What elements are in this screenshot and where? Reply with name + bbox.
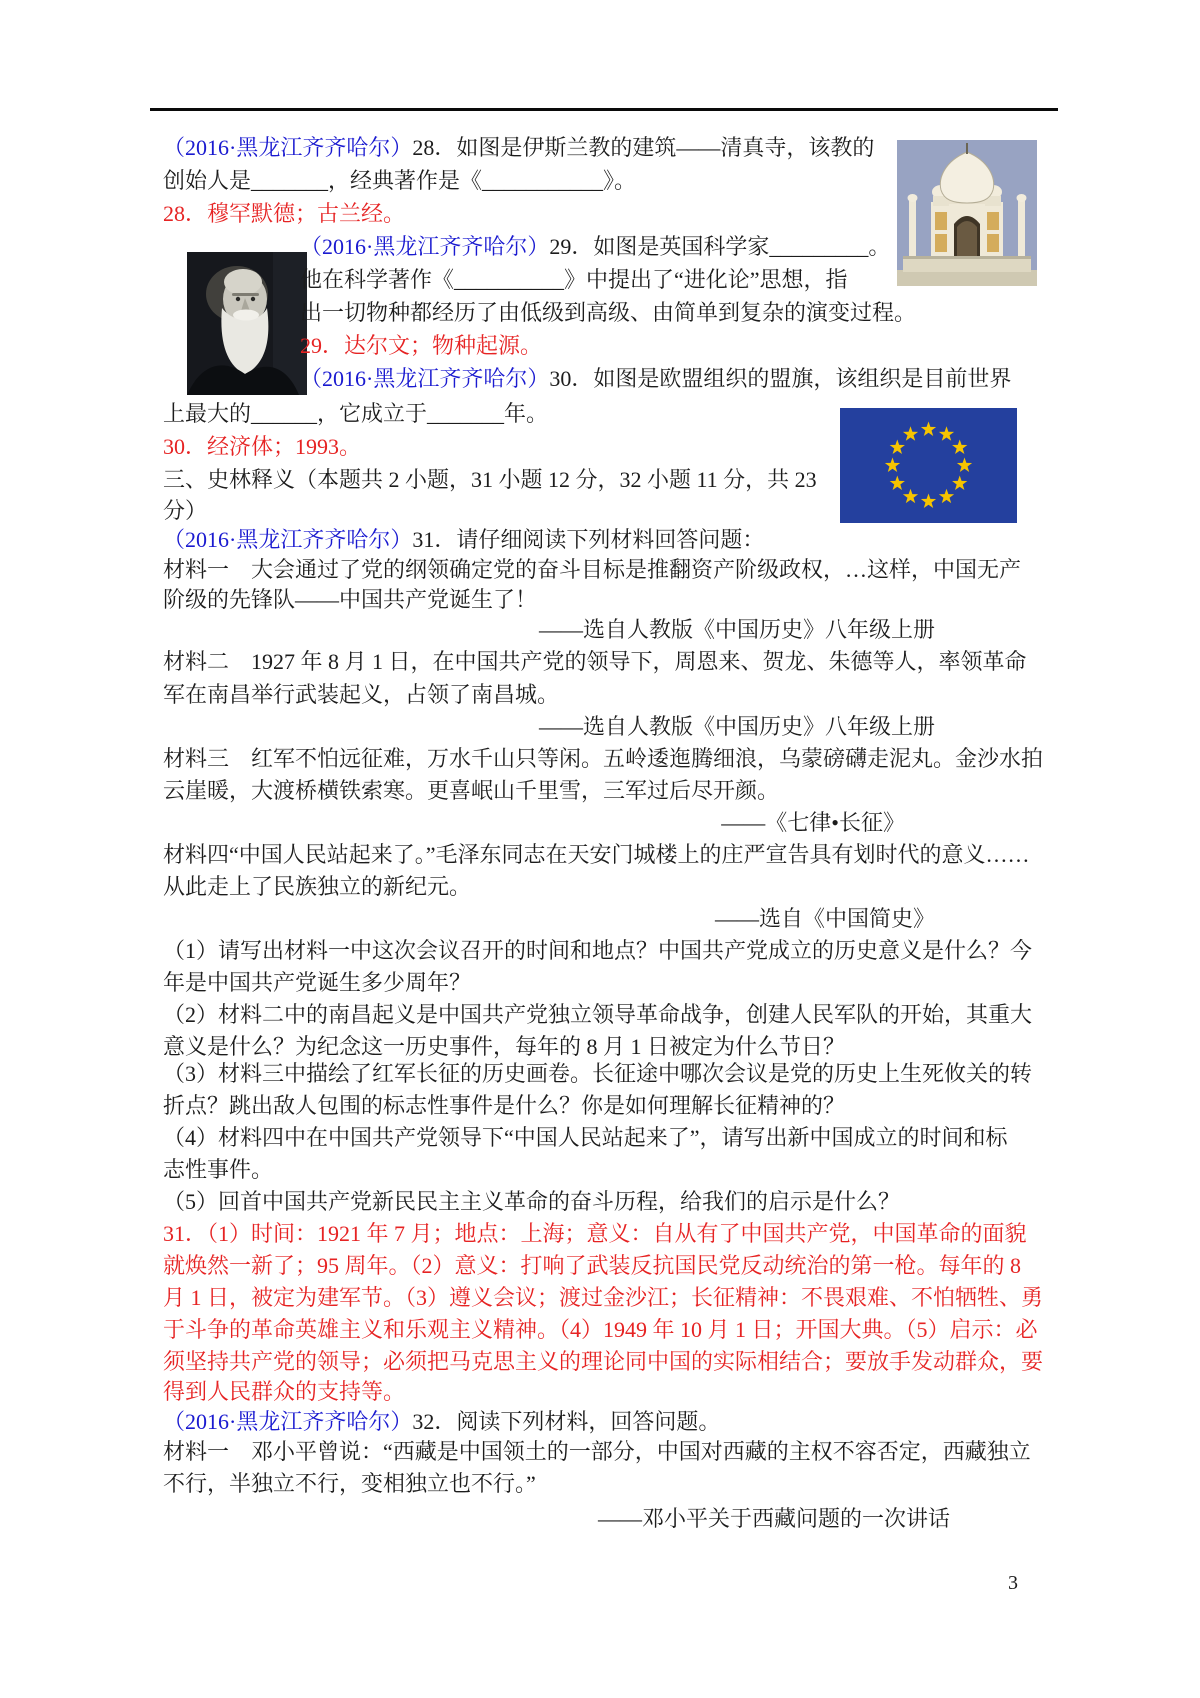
- q31-material2-line-1: 材料二 1927 年 8 月 1 日，在中国共产党的领导下，周恩来、贺龙、朱德等人，率领革命: [163, 649, 1027, 674]
- q31-sub4-line-2: 志性事件。: [163, 1157, 274, 1182]
- q28-line-1: [163, 134, 874, 161]
- q31-answer-line-5: 须坚持共产党的领导；必须把马克思主义的理论同中国的实际相结合；要放手发动群众，要: [163, 1349, 1044, 1374]
- eu-flag: [840, 408, 1017, 523]
- q31-material1-line-2: 阶级的先锋队——中国共产党诞生了！: [163, 587, 538, 612]
- q31-material1-source: ——选自人教版《中国历史》八年级上册: [538, 617, 935, 642]
- q30-answer: 30．经济体；1993。: [163, 434, 362, 459]
- q31-answer-line-6: 得到人民群众的支持等。: [163, 1379, 406, 1404]
- mosque-photo: [897, 140, 1037, 286]
- darwin-image-svg: [187, 252, 307, 395]
- q31-answer-line-2: 就焕然一新了；95 周年。（2）意义：打响了武装反抗国民党反动统治的第一枪。每年的 8: [163, 1253, 1022, 1278]
- q31-sub4-line-1: （4）材料四中在中国共产党领导下“中国人民站起来了”，请写出新中国成立的时间和标: [163, 1125, 1008, 1150]
- q31-material3-line-1: 材料三 红军不怕远征难，万水千山只等闲。五岭逶迤腾细浪，乌蒙磅礴走泥丸。金沙水拍: [163, 746, 1044, 771]
- q30-text-1: 30．如图是欧盟组织的盟旗，该组织是目前世界: [549, 366, 1012, 391]
- q31-sub1-line-1: （1）请写出材料一中这次会议召开的时间和地点？中国共产党成立的历史意义是什么？今: [163, 938, 1033, 963]
- q31-intro-text: 31．请仔细阅读下列材料回答问题：: [412, 527, 765, 552]
- q31-intro: [163, 526, 764, 553]
- q31-answer-line-3: 月 1 日，被定为建军节。（3）遵义会议；渡过金沙江；长征精神：不畏艰难、不怕牺牲、勇: [163, 1285, 1044, 1310]
- q31-answer-line-1: 31．（1）时间：1921 年 7 月；地点：上海；意义：自从有了中国共产党，中国革命的面貌: [163, 1221, 1027, 1246]
- q31-sub2-line-1: （2）材料二中的南昌起义是中国共产党独立领导革命战争，创建人民军队的开始，其重大: [163, 1002, 1033, 1027]
- section-heading-line-2: 分）: [163, 498, 208, 523]
- page-number: 3: [1008, 1572, 1018, 1594]
- q28-answer: 28．穆罕默德；古兰经。: [163, 201, 406, 226]
- header-rule: [150, 108, 1058, 111]
- darwin-portrait: [187, 252, 307, 395]
- q31-sub3-line-1: （3）材料三中描绘了红军长征的历史画卷。长征途中哪次会议是党的历史上生死攸关的转: [163, 1061, 1033, 1086]
- q31-material4-line-2: 从此走上了民族独立的新纪元。: [163, 874, 472, 899]
- q30-source-tag: （2016·黑龙江齐齐哈尔）: [300, 366, 550, 391]
- q31-material3-source: ——《七律•长征》: [721, 810, 905, 835]
- q29-source-tag: （2016·黑龙江齐齐哈尔）: [300, 234, 550, 259]
- q29-line-1: [300, 233, 890, 260]
- q31-material2-source: ——选自人教版《中国历史》八年级上册: [538, 714, 935, 739]
- q30-line-1: [300, 365, 1011, 392]
- q31-sub2-line-2: 意义是什么？为纪念这一历史事件，每年的 8 月 1 日被定为什么节日？: [163, 1034, 846, 1059]
- q28-text-2: 创始人是_______，经典著作是《___________》。: [163, 168, 637, 193]
- q29-line-3: 出一切物种都经历了由低级到高级、由简单到复杂的演变过程。: [300, 300, 917, 325]
- q31-sub5: （5）回首中国共产党新民民主主义革命的奋斗历程，给我们的启示是什么？: [163, 1189, 901, 1214]
- q30-line-2: 上最大的______，它成立于_______年。: [163, 401, 549, 426]
- q32-material1-source: ——邓小平关于西藏问题的一次讲话: [597, 1506, 950, 1531]
- q28-text-1: 28．如图是伊斯兰教的建筑——清真寺，该教的: [412, 135, 875, 160]
- q31-material4-source: ——选自《中国简史》: [714, 906, 935, 931]
- q31-answer-line-4: 于斗争的革命英雄主义和乐观主义精神。（4）1949 年 10 月 1 日；开国大典。（5）启示：必: [163, 1317, 1038, 1342]
- section-heading-line-1: 三、史林释义（本题共 2 小题，31 小题 12 分，32 小题 11 分，共 23: [163, 467, 817, 492]
- q32-intro: [163, 1408, 720, 1435]
- q29-text-1: 29．如图是英国科学家_________。: [549, 234, 891, 259]
- q29-answer: 29．达尔文；物种起源。: [300, 333, 543, 358]
- q32-material1-line-1: 材料一 邓小平曾说：“西藏是中国领土的一部分，中国对西藏的主权不容否定，西藏独立: [163, 1439, 1031, 1464]
- q31-material2-line-2: 军在南昌举行武装起义，占领了南昌城。: [163, 682, 560, 707]
- q31-material1-line-1: 材料一 大会通过了党的纲领确定党的奋斗目标是推翻资产阶级政权，…这样，中国无产: [163, 557, 1022, 582]
- q31-material4-line-1: 材料四“中国人民站起来了。”毛泽东同志在天安门城楼上的庄严宣告具有划时代的意义……: [163, 842, 1030, 867]
- eu-flag-svg: [840, 408, 1017, 523]
- q29-line-2: 他在科学著作《__________》中提出了“进化论”思想，指: [300, 267, 848, 292]
- q28-source-tag: （2016·黑龙江齐齐哈尔）: [163, 135, 413, 160]
- q31-sub1-line-2: 年是中国共产党诞生多少周年？: [163, 970, 472, 995]
- q32-intro-text: 32．阅读下列材料，回答问题。: [412, 1409, 721, 1434]
- q31-source-tag: （2016·黑龙江齐齐哈尔）: [163, 527, 413, 552]
- q32-source-tag: （2016·黑龙江齐齐哈尔）: [163, 1409, 413, 1434]
- q31-material3-line-2: 云崖暖，大渡桥横铁索寒。更喜岷山千里雪，三军过后尽开颜。: [163, 778, 780, 803]
- q32-material1-line-2: 不行，半独立不行，变相独立也不行。”: [163, 1471, 536, 1496]
- q28-line-2: [163, 167, 636, 194]
- mosque-image-svg: [897, 140, 1037, 286]
- q31-sub3-line-2: 折点？跳出敌人包围的标志性事件是什么？你是如何理解长征精神的？: [163, 1093, 846, 1118]
